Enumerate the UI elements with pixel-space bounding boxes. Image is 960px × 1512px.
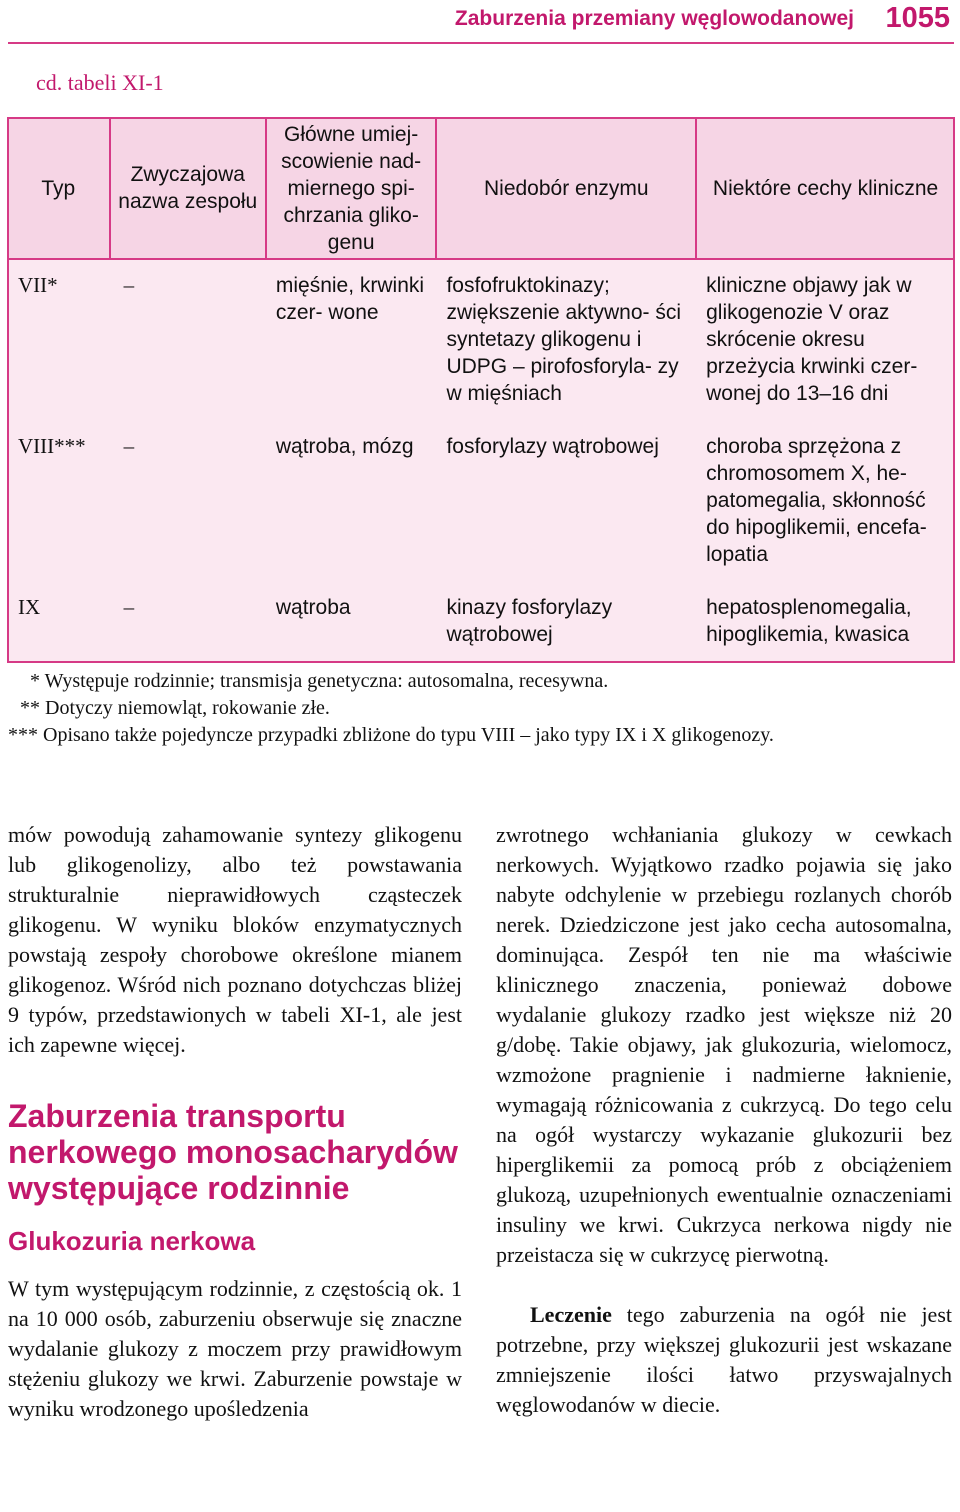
cell-storage-site: wątroba, mózg [266,421,437,582]
cell-storage-site: mięśnie, krwinki czer- wone [266,259,437,421]
running-header [8,0,954,44]
footnote: *** Opisano także pojedyncze przypadki zbliżone do typu VIII – jako typy IX i X glikogenozy. [8,724,774,746]
page-number: 1055 [885,2,950,34]
treatment-text: tego zaburzenia na ogół nie jest potrzebne, przy większej glukozurii jest wskazane zmniejszenie ilości łatwo przyswajalnych węglowodanów w diecie. [496,1302,952,1417]
section-heading: Zaburzenia transportu nerkowego monosacharydów występujące rodzinnie [8,1098,458,1206]
body-paragraph: zwrotnego wchłaniania glukozy w cewkach nerkowych. Wyjątkowo rzadko pojawia się jako nabyte odchylenie w przebiegu rozlanych chorób nerek. Dziedziczone jest jako cecha autosomalna, dominująca. Zespół ten nie ma właściwie klinicznego znaczenia, ponieważ dobowe wydalanie glukozy rzadko jest większe niż 20 g/dobę. Takie objawy, jak glukozuria, wielomocz, wzmożone pragnienie i nadmierne łaknienie, wymagają różnicowania z cukrzycą. Do tego celu na ogół wystarczy wykazanie glukozurii bez hiperglikemii za pomocą prób z obciążeniem glukozą, uzupełnionych ewentualnie oznaczeniami insuliny we krwi. Cukrzyca nerkowa nigdy nie przeistacza się w cukrzycę pierwotną. [496,822,952,1267]
table-row [8,421,954,582]
header-enzyme-deficiency: Niedobór enzymu [436,118,696,259]
header-storage-site: Główne umiej- scowienie nad- miernego spi- chrzania gliko- genu [266,118,437,259]
cell-syndrome-name: – [110,421,266,582]
body-paragraph: W tym występującym rodzinnie, z częstością ok. 1 na 10 000 osób, zaburzeniu obserwuje się znaczne wydalanie glukozy z moczem przy prawidłowym stężeniu glukozy we krwi. Zaburzenie powstaje w wyniku wrodzonego upośledzenia [8,1276,462,1421]
cell-clinical-features: hepatosplenomegalia, hipoglikemia, kwasica [696,582,954,662]
cell-syndrome-name: – [110,259,266,421]
cell-type: IX [8,582,110,662]
cell-storage-site: wątroba [266,582,437,662]
treatment-lead: Leczenie [530,1302,612,1327]
table-continuation-caption: cd. tabeli XI-1 [36,70,164,95]
footnote: * Występuje rodzinnie; transmisja genetyczna: autosomalna, recesywna. [30,670,609,692]
cell-enzyme: kinazy fosforylazy wątrobowej [436,582,696,662]
header-syndrome-name: Zwyczajowa nazwa zespołu [110,118,266,259]
left-text-column [8,820,462,1424]
glycogen-storage-table [8,118,954,662]
table-row [8,259,954,421]
cell-clinical-features: kliniczne objawy jak w glikogenozie V oraz skrócenie okresu przeżycia krwinki czer- wonej do 13–16 dni [696,259,954,421]
cell-enzyme: fosfofruktokinazy; zwiększenie aktywno- ści syntetazy glikogenu i UDPG – pirofosforyla- zy w mięśniach [436,259,696,421]
body-paragraph: mów powodują zahamowanie syntezy glikogenu lub glikogenolizy, albo też powstawania strukturalnie nieprawidłowych cząsteczek glikogenu. W wyniku bloków enzymatycznych powstają zespoły chorobowe określone mianem glikogenoz. Wśród nich poznano dotychczas bliżej 9 typów, przedstawionych w tabeli XI-1, ale jest ich zapewne więcej. [8,822,462,1057]
cell-enzyme: fosforylazy wątrobowej [436,421,696,582]
treatment-paragraph [496,1300,952,1420]
footnote: ** Dotyczy niemowląt, rokowanie złe. [20,697,330,719]
table-header-row [8,118,954,259]
cell-type: VII* [8,259,110,421]
cell-type: VIII*** [8,421,110,582]
header-clinical-features: Niektóre cechy kliniczne [696,118,954,259]
subsection-heading: Glukozuria nerkowa [8,1226,256,1256]
cell-syndrome-name: – [110,582,266,662]
running-title: Zaburzenia przemiany węglowodanowej [454,7,854,30]
cell-clinical-features: choroba sprzężona z chromosomem X, he- patomegalia, skłonność do hipoglikemii, encefa- lopatia [696,421,954,582]
header-type: Typ [8,118,110,259]
right-text-column [496,820,952,1420]
table-row [8,582,954,662]
